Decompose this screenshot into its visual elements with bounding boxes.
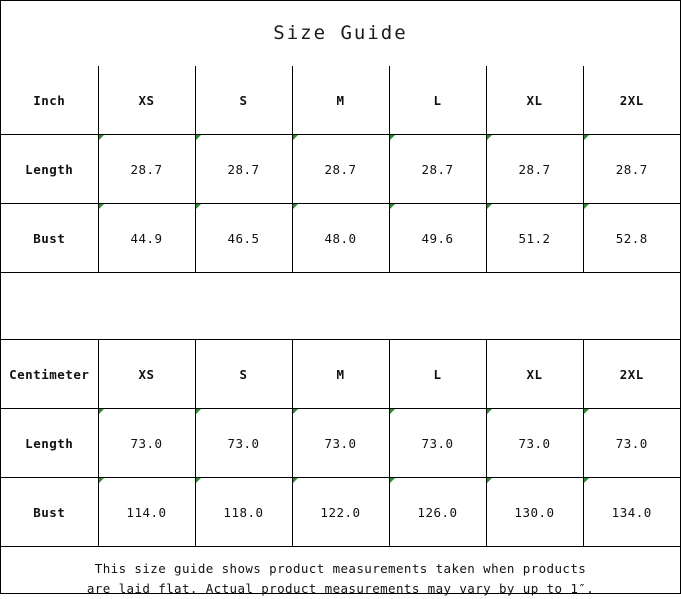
cell-cm-bust-xl: 130.0 — [486, 478, 583, 547]
cell-inch-length-m: 28.7 — [292, 135, 389, 204]
footnote-line-1: This size guide shows product measurements taken when products — [94, 561, 587, 576]
footnote-line-2: are laid flat. Actual product measurements may vary by up to 1″. — [86, 581, 595, 596]
row-label-length: Length — [1, 135, 98, 204]
centimeter-size-table — [1, 340, 680, 547]
cell-inch-bust-2xl: 52.8 — [583, 204, 680, 273]
table-separator — [1, 273, 680, 340]
table-row — [1, 204, 680, 273]
cell-cm-length-2xl: 73.0 — [583, 409, 680, 478]
unit-header-inch: Inch — [1, 66, 98, 135]
cell-cm-bust-m: 122.0 — [292, 478, 389, 547]
cell-inch-bust-l: 49.6 — [389, 204, 486, 273]
table-row — [1, 409, 680, 478]
row-label-bust: Bust — [1, 478, 98, 547]
inch-size-table — [1, 66, 680, 273]
size-header-s: S — [195, 66, 292, 135]
cell-inch-length-l: 28.7 — [389, 135, 486, 204]
size-header-l: L — [389, 66, 486, 135]
footnote — [1, 547, 680, 599]
cell-cm-bust-2xl: 134.0 — [583, 478, 680, 547]
cell-cm-bust-xs: 114.0 — [98, 478, 195, 547]
unit-header-centimeter: Centimeter — [1, 340, 98, 409]
size-header-xl: XL — [486, 66, 583, 135]
table-row — [1, 135, 680, 204]
cell-inch-length-xs: 28.7 — [98, 135, 195, 204]
cell-inch-length-xl: 28.7 — [486, 135, 583, 204]
table-row — [1, 478, 680, 547]
cell-inch-bust-xs: 44.9 — [98, 204, 195, 273]
cell-cm-length-s: 73.0 — [195, 409, 292, 478]
cell-inch-length-2xl: 28.7 — [583, 135, 680, 204]
size-header-2xl: 2XL — [583, 66, 680, 135]
cell-inch-length-s: 28.7 — [195, 135, 292, 204]
table-header-row — [1, 340, 680, 409]
page-title: Size Guide — [273, 22, 408, 44]
row-label-length: Length — [1, 409, 98, 478]
table-header-row — [1, 66, 680, 135]
size-header-l: L — [389, 340, 486, 409]
cell-cm-length-xl: 73.0 — [486, 409, 583, 478]
cell-cm-bust-l: 126.0 — [389, 478, 486, 547]
size-header-s: S — [195, 340, 292, 409]
size-header-m: M — [292, 66, 389, 135]
size-header-xl: XL — [486, 340, 583, 409]
size-header-m: M — [292, 340, 389, 409]
row-label-bust: Bust — [1, 204, 98, 273]
cell-inch-bust-xl: 51.2 — [486, 204, 583, 273]
size-header-xs: XS — [98, 340, 195, 409]
cell-cm-length-xs: 73.0 — [98, 409, 195, 478]
cell-inch-bust-s: 46.5 — [195, 204, 292, 273]
cell-cm-bust-s: 118.0 — [195, 478, 292, 547]
size-header-xs: XS — [98, 66, 195, 135]
cell-cm-length-m: 73.0 — [292, 409, 389, 478]
cell-cm-length-l: 73.0 — [389, 409, 486, 478]
size-header-2xl: 2XL — [583, 340, 680, 409]
cell-inch-bust-m: 48.0 — [292, 204, 389, 273]
